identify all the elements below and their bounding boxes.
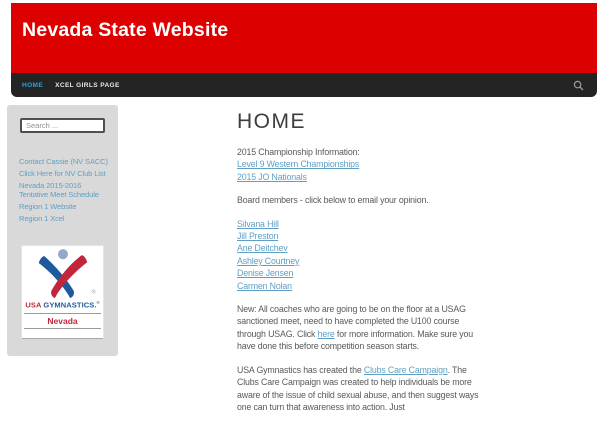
link-u100-here[interactable]: here <box>317 328 335 339</box>
logo-gymnastics-text: GYMNASTICS. <box>43 300 97 310</box>
board-members-list <box>237 218 487 292</box>
link-board-member-ane-deitchev[interactable]: Ane Deitchev <box>237 243 288 254</box>
clubs-care-paragraph <box>237 364 487 414</box>
championship-info-paragraph <box>237 146 487 183</box>
board-members-intro: Board members - click below to email your opinion. <box>237 195 429 206</box>
link-board-member-jill-preston[interactable]: Jill Preston <box>237 231 279 242</box>
sidebar-link-meet-schedule[interactable]: Nevada 2015-2016 Tentative Meet Schedule <box>19 180 99 200</box>
main-nav <box>11 73 597 97</box>
sidebar-links <box>19 157 108 223</box>
link-board-member-carmen-nolan[interactable]: Carmen Nolan <box>237 280 292 291</box>
usa-gymnastics-logo <box>22 246 103 338</box>
site-title[interactable]: Nevada State Website <box>22 19 229 41</box>
logo-region-label: Nevada <box>47 315 78 326</box>
championship-info-text: 2015 Championship Information: <box>237 147 360 157</box>
link-board-member-ashley-courtney[interactable]: Ashley Courtney <box>237 255 300 266</box>
logo-wordmark <box>22 299 103 310</box>
sidebar-search-input[interactable] <box>20 118 105 133</box>
magnifier-glyph <box>573 80 584 91</box>
sidebar-link-region1-xcel[interactable]: Region 1 Xcel <box>19 213 65 223</box>
sidebar <box>7 105 118 356</box>
clubs-care-pre-text: USA Gymnastics has created the <box>237 364 364 375</box>
registered-mark: ® <box>96 300 100 305</box>
page-title: HOME <box>237 110 306 133</box>
nav-item-xcel-girls-page[interactable]: XCEL GIRLS PAGE <box>55 81 120 89</box>
sidebar-link-contact-cassie[interactable]: Contact Cassie (NV SACC) <box>19 157 108 166</box>
search-icon[interactable] <box>573 80 584 91</box>
clubs-care-post-text: . The Clubs Care Campaign was created to help individuals be more aware of the issue of child sexual abuse, and then suggest ways one can turn that awareness into action. Just <box>237 364 479 412</box>
main-content <box>237 103 487 424</box>
gymnast-figure-icon <box>27 247 99 299</box>
site-header <box>11 3 597 73</box>
logo-divider-top <box>24 313 101 314</box>
u100-course-paragraph <box>237 303 487 353</box>
svg-text:®: ® <box>91 289 96 296</box>
u100-post-text: for more information. Make sure you have done this before competition season starts. <box>237 328 473 352</box>
sidebar-link-region1-website[interactable]: Region 1 Website <box>19 201 77 211</box>
logo-divider-bottom <box>24 328 101 329</box>
link-level9-western-championships[interactable]: Level 9 Western Championships <box>237 159 360 170</box>
link-clubs-care-campaign[interactable]: Clubs Care Campaign <box>363 364 448 375</box>
logo-usa-text: USA <box>25 300 42 310</box>
sidebar-link-club-list[interactable]: Click Here for NV Club List <box>19 168 106 178</box>
nav-item-home[interactable]: HOME <box>22 81 44 89</box>
u100-pre-text: New: All coaches who are going to be on the floor at a USAG sanctioned meet, need to have completed the U100 course through USAG. Click <box>237 304 466 339</box>
link-2015-jo-nationals[interactable]: 2015 JO Nationals <box>237 171 307 182</box>
link-board-member-silvana-hill[interactable]: Silvana Hill <box>237 218 279 229</box>
link-board-member-denise-jensen[interactable]: Denise Jensen <box>237 268 294 279</box>
